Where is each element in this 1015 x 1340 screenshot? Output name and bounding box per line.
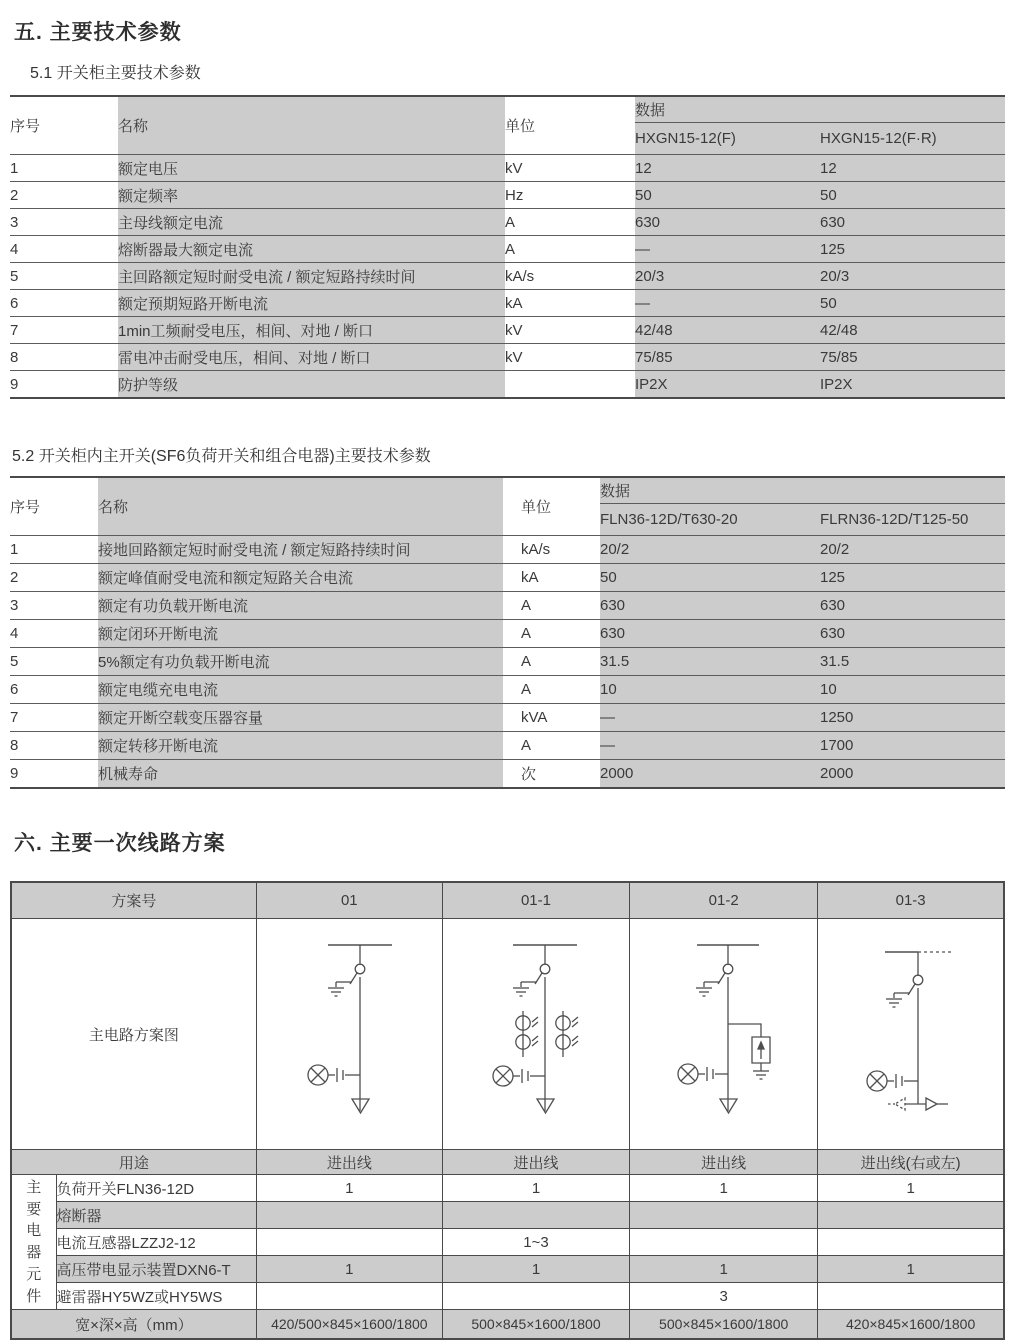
cell-no: 9 xyxy=(10,371,118,399)
table-5-1-caption: 5.1 开关柜主要技术参数 xyxy=(30,65,201,82)
cell-no: 8 xyxy=(10,732,98,760)
section-6-title: 六. 主要一次线路方案 xyxy=(14,832,226,855)
table-row xyxy=(10,182,1005,209)
cell-value: 42/48 xyxy=(820,317,1005,344)
table-row xyxy=(10,620,1005,648)
cell-unit: A xyxy=(503,592,600,620)
diagram-cell xyxy=(256,919,442,1150)
diagram-cell xyxy=(630,919,818,1150)
header-name: 名称 xyxy=(118,96,505,155)
cell-value: 12 xyxy=(820,155,1005,182)
component-group-label: 主要电器元件 xyxy=(11,1175,56,1310)
cell-name: 额定电压 xyxy=(118,155,505,182)
cell-no: 5 xyxy=(10,263,118,290)
table-row xyxy=(10,536,1005,564)
cell-value: 1250 xyxy=(820,704,1005,732)
cell-value: 20/2 xyxy=(600,536,820,564)
cell-value: — xyxy=(635,236,820,263)
cell-no: 7 xyxy=(10,704,98,732)
load-switch xyxy=(328,964,365,996)
table-row xyxy=(10,155,1005,182)
cell-name: 主回路额定短时耐受电流 / 额定短路持续时间 xyxy=(118,263,505,290)
catalog-page xyxy=(0,16,1015,1334)
header-model-1: FLN36-12D/T630-20 xyxy=(600,504,820,536)
component-count xyxy=(818,1229,1004,1256)
dimension-value: 420×845×1600/1800 xyxy=(818,1310,1004,1340)
header-unit: 单位 xyxy=(505,96,635,155)
cell-name: 雷电冲击耐受电压，相间、对地 / 断口 xyxy=(118,344,505,371)
table-row xyxy=(10,592,1005,620)
table-5-2-caption: 5.2 开关柜内主开关(SF6负荷开关和组合电器)主要技术参数 xyxy=(12,448,431,465)
cell-unit: A xyxy=(503,620,600,648)
load-switch xyxy=(513,964,550,996)
scheme-id: 01-3 xyxy=(818,882,1004,919)
cell-value: 50 xyxy=(820,182,1005,209)
cell-value: 50 xyxy=(600,564,820,592)
usage-value: 进出线 xyxy=(630,1150,818,1175)
table-row xyxy=(10,236,1005,263)
cell-no: 4 xyxy=(10,236,118,263)
component-count xyxy=(442,1283,629,1310)
cell-unit: kV xyxy=(505,155,635,182)
scheme-table xyxy=(10,881,1005,1340)
header-data: 数据 xyxy=(600,477,1005,504)
scheme-id: 01 xyxy=(256,882,442,919)
dimension-value: 420/500×845×1600/1800 xyxy=(256,1310,442,1340)
component-count xyxy=(256,1202,442,1229)
scheme-id: 01-1 xyxy=(442,882,629,919)
cell-name: 额定闭环开断电流 xyxy=(98,620,503,648)
cell-no: 2 xyxy=(10,564,98,592)
component-count xyxy=(442,1202,629,1229)
cell-unit: kA/s xyxy=(503,536,600,564)
cell-value: 20/3 xyxy=(820,263,1005,290)
current-transformers xyxy=(516,1011,578,1057)
busbar xyxy=(885,952,953,975)
cell-value: 125 xyxy=(820,564,1005,592)
component-row xyxy=(11,1256,1004,1283)
circuit-diagram-01-1 xyxy=(444,921,628,1147)
cell-value: 630 xyxy=(635,209,820,236)
dimension-row xyxy=(11,1310,1004,1340)
component-count: 1 xyxy=(256,1256,442,1283)
cell-name: 额定有功负载开断电流 xyxy=(98,592,503,620)
diagram-cell xyxy=(442,919,629,1150)
usage-label: 用途 xyxy=(11,1150,256,1175)
cell-value: 2000 xyxy=(600,760,820,789)
cell-name: 熔断器最大额定电流 xyxy=(118,236,505,263)
cell-value: 2000 xyxy=(820,760,1005,789)
cell-unit: kA xyxy=(503,564,600,592)
component-name: 高压带电显示装置DXN6-T xyxy=(56,1256,256,1283)
usage-value: 进出线 xyxy=(442,1150,629,1175)
component-count xyxy=(256,1283,442,1310)
cell-no: 4 xyxy=(10,620,98,648)
table-5-2 xyxy=(10,476,1005,789)
component-row xyxy=(11,1283,1004,1310)
table-row xyxy=(10,371,1005,399)
cell-value: 42/48 xyxy=(635,317,820,344)
component-count xyxy=(630,1229,818,1256)
table-header-row xyxy=(10,477,1005,504)
component-count: 1 xyxy=(442,1175,629,1202)
header-name: 名称 xyxy=(98,477,503,536)
cell-value: IP2X xyxy=(635,371,820,399)
cell-no: 6 xyxy=(10,676,98,704)
table-5-1 xyxy=(10,95,1005,399)
voltage-indicator-lamp xyxy=(493,1066,545,1086)
voltage-indicator-lamp xyxy=(308,1065,360,1085)
diagram-cell xyxy=(818,919,1004,1150)
component-count: 1 xyxy=(630,1256,818,1283)
scheme-diagram-row xyxy=(11,919,1004,1150)
circuit-diagram-01-3 xyxy=(819,921,1003,1147)
component-name: 避雷器HY5WZ或HY5WS xyxy=(56,1283,256,1310)
cell-unit: A xyxy=(505,209,635,236)
component-count: 1 xyxy=(818,1256,1004,1283)
table-row xyxy=(10,344,1005,371)
table-header-row xyxy=(10,96,1005,123)
cell-unit: Hz xyxy=(505,182,635,209)
table-row xyxy=(10,263,1005,290)
cell-name: 额定频率 xyxy=(118,182,505,209)
cell-value: — xyxy=(600,704,820,732)
cell-value: 10 xyxy=(600,676,820,704)
dimension-label: 宽×深×高（mm） xyxy=(11,1310,256,1340)
component-row xyxy=(11,1229,1004,1256)
component-count: 1~3 xyxy=(442,1229,629,1256)
header-unit: 单位 xyxy=(503,477,600,536)
scheme-id: 01-2 xyxy=(630,882,818,919)
cell-no: 3 xyxy=(10,592,98,620)
diagram-label: 主电路方案图 xyxy=(11,919,256,1150)
cell-value: 31.5 xyxy=(600,648,820,676)
cell-value: 20/3 xyxy=(635,263,820,290)
dimension-value: 500×845×1600/1800 xyxy=(630,1310,818,1340)
cell-name: 1min工频耐受电压，相间、对地 / 断口 xyxy=(118,317,505,344)
cell-value: — xyxy=(635,290,820,317)
table-row xyxy=(10,760,1005,789)
cell-name: 额定峰值耐受电流和额定短路关合电流 xyxy=(98,564,503,592)
cell-no: 2 xyxy=(10,182,118,209)
cell-value: 630 xyxy=(820,592,1005,620)
cell-name: 额定转移开断电流 xyxy=(98,732,503,760)
cell-value: IP2X xyxy=(820,371,1005,399)
cell-no: 9 xyxy=(10,760,98,789)
table-row xyxy=(10,209,1005,236)
cell-no: 8 xyxy=(10,344,118,371)
cell-value: 20/2 xyxy=(820,536,1005,564)
circuit-diagram-01 xyxy=(257,921,441,1147)
cell-value: 75/85 xyxy=(635,344,820,371)
header-model-1: HXGN15-12(F) xyxy=(635,123,820,155)
component-row xyxy=(11,1175,1004,1202)
component-count xyxy=(256,1229,442,1256)
component-count: 3 xyxy=(630,1283,818,1310)
cell-name: 主母线额定电流 xyxy=(118,209,505,236)
component-count: 1 xyxy=(442,1256,629,1283)
scheme-no-label: 方案号 xyxy=(11,882,256,919)
component-count: 1 xyxy=(630,1175,818,1202)
cell-name: 额定电缆充电电流 xyxy=(98,676,503,704)
cell-name: 防护等级 xyxy=(118,371,505,399)
table-row xyxy=(10,290,1005,317)
cell-unit: A xyxy=(503,648,600,676)
header-no: 序号 xyxy=(10,96,118,155)
cell-value: — xyxy=(600,732,820,760)
cell-unit: 次 xyxy=(503,760,600,789)
header-no: 序号 xyxy=(10,477,98,536)
busbar xyxy=(697,945,759,964)
cell-name: 接地回路额定短时耐受电流 / 额定短路持续时间 xyxy=(98,536,503,564)
cell-unit: kVA xyxy=(503,704,600,732)
scheme-usage-row xyxy=(11,1150,1004,1175)
cell-value: 630 xyxy=(600,592,820,620)
cell-name: 5%额定有功负载开断电流 xyxy=(98,648,503,676)
cell-value: 10 xyxy=(820,676,1005,704)
cell-value: 75/85 xyxy=(820,344,1005,371)
cell-unit: kA xyxy=(505,290,635,317)
cell-value: 630 xyxy=(820,209,1005,236)
component-count: 1 xyxy=(256,1175,442,1202)
cell-value: 31.5 xyxy=(820,648,1005,676)
cell-no: 3 xyxy=(10,209,118,236)
cell-value: 125 xyxy=(820,236,1005,263)
cell-unit: kA/s xyxy=(505,263,635,290)
cell-unit: A xyxy=(503,732,600,760)
cell-no: 7 xyxy=(10,317,118,344)
scheme-header-row xyxy=(11,882,1004,919)
cell-no: 1 xyxy=(10,536,98,564)
cell-name: 额定预期短路开断电流 xyxy=(118,290,505,317)
table-row xyxy=(10,732,1005,760)
cell-unit: A xyxy=(505,236,635,263)
cell-no: 5 xyxy=(10,648,98,676)
cell-value: 12 xyxy=(635,155,820,182)
section-5-title: 五. 主要技术参数 xyxy=(14,21,182,44)
cell-name: 额定开断空载变压器容量 xyxy=(98,704,503,732)
component-count xyxy=(630,1202,818,1229)
cell-value: 1700 xyxy=(820,732,1005,760)
cell-name: 机械寿命 xyxy=(98,760,503,789)
busbar xyxy=(328,945,392,964)
cell-unit: kV xyxy=(505,344,635,371)
usage-value: 进出线(右或左) xyxy=(818,1150,1004,1175)
dimension-value: 500×845×1600/1800 xyxy=(442,1310,629,1340)
cell-unit: kV xyxy=(505,317,635,344)
component-count: 1 xyxy=(818,1175,1004,1202)
component-name: 电流互感器LZZJ2-12 xyxy=(56,1229,256,1256)
busbar xyxy=(513,945,577,964)
header-model-2: HXGN15-12(F·R) xyxy=(820,123,1005,155)
cell-value: 50 xyxy=(820,290,1005,317)
header-data: 数据 xyxy=(635,96,1005,123)
cell-value: 50 xyxy=(635,182,820,209)
surge-arrester xyxy=(728,1024,770,1079)
voltage-indicator-lamp xyxy=(678,1064,728,1084)
cell-value: 630 xyxy=(820,620,1005,648)
cell-value: 630 xyxy=(600,620,820,648)
component-row xyxy=(11,1202,1004,1229)
cell-no: 1 xyxy=(10,155,118,182)
voltage-indicator-lamp xyxy=(867,1071,918,1091)
header-model-2: FLRN36-12D/T125-50 xyxy=(820,504,1005,536)
cell-unit xyxy=(505,371,635,399)
load-switch xyxy=(696,964,733,996)
cell-no: 6 xyxy=(10,290,118,317)
component-name: 熔断器 xyxy=(56,1202,256,1229)
table-row xyxy=(10,317,1005,344)
circuit-diagram-01-2 xyxy=(632,921,816,1147)
component-count xyxy=(818,1283,1004,1310)
table-row xyxy=(10,676,1005,704)
component-count xyxy=(818,1202,1004,1229)
table-row xyxy=(10,648,1005,676)
cell-unit: A xyxy=(503,676,600,704)
table-row xyxy=(10,564,1005,592)
usage-value: 进出线 xyxy=(256,1150,442,1175)
load-switch xyxy=(886,975,923,1007)
table-row xyxy=(10,704,1005,732)
component-name: 负荷开关FLN36-12D xyxy=(56,1175,256,1202)
